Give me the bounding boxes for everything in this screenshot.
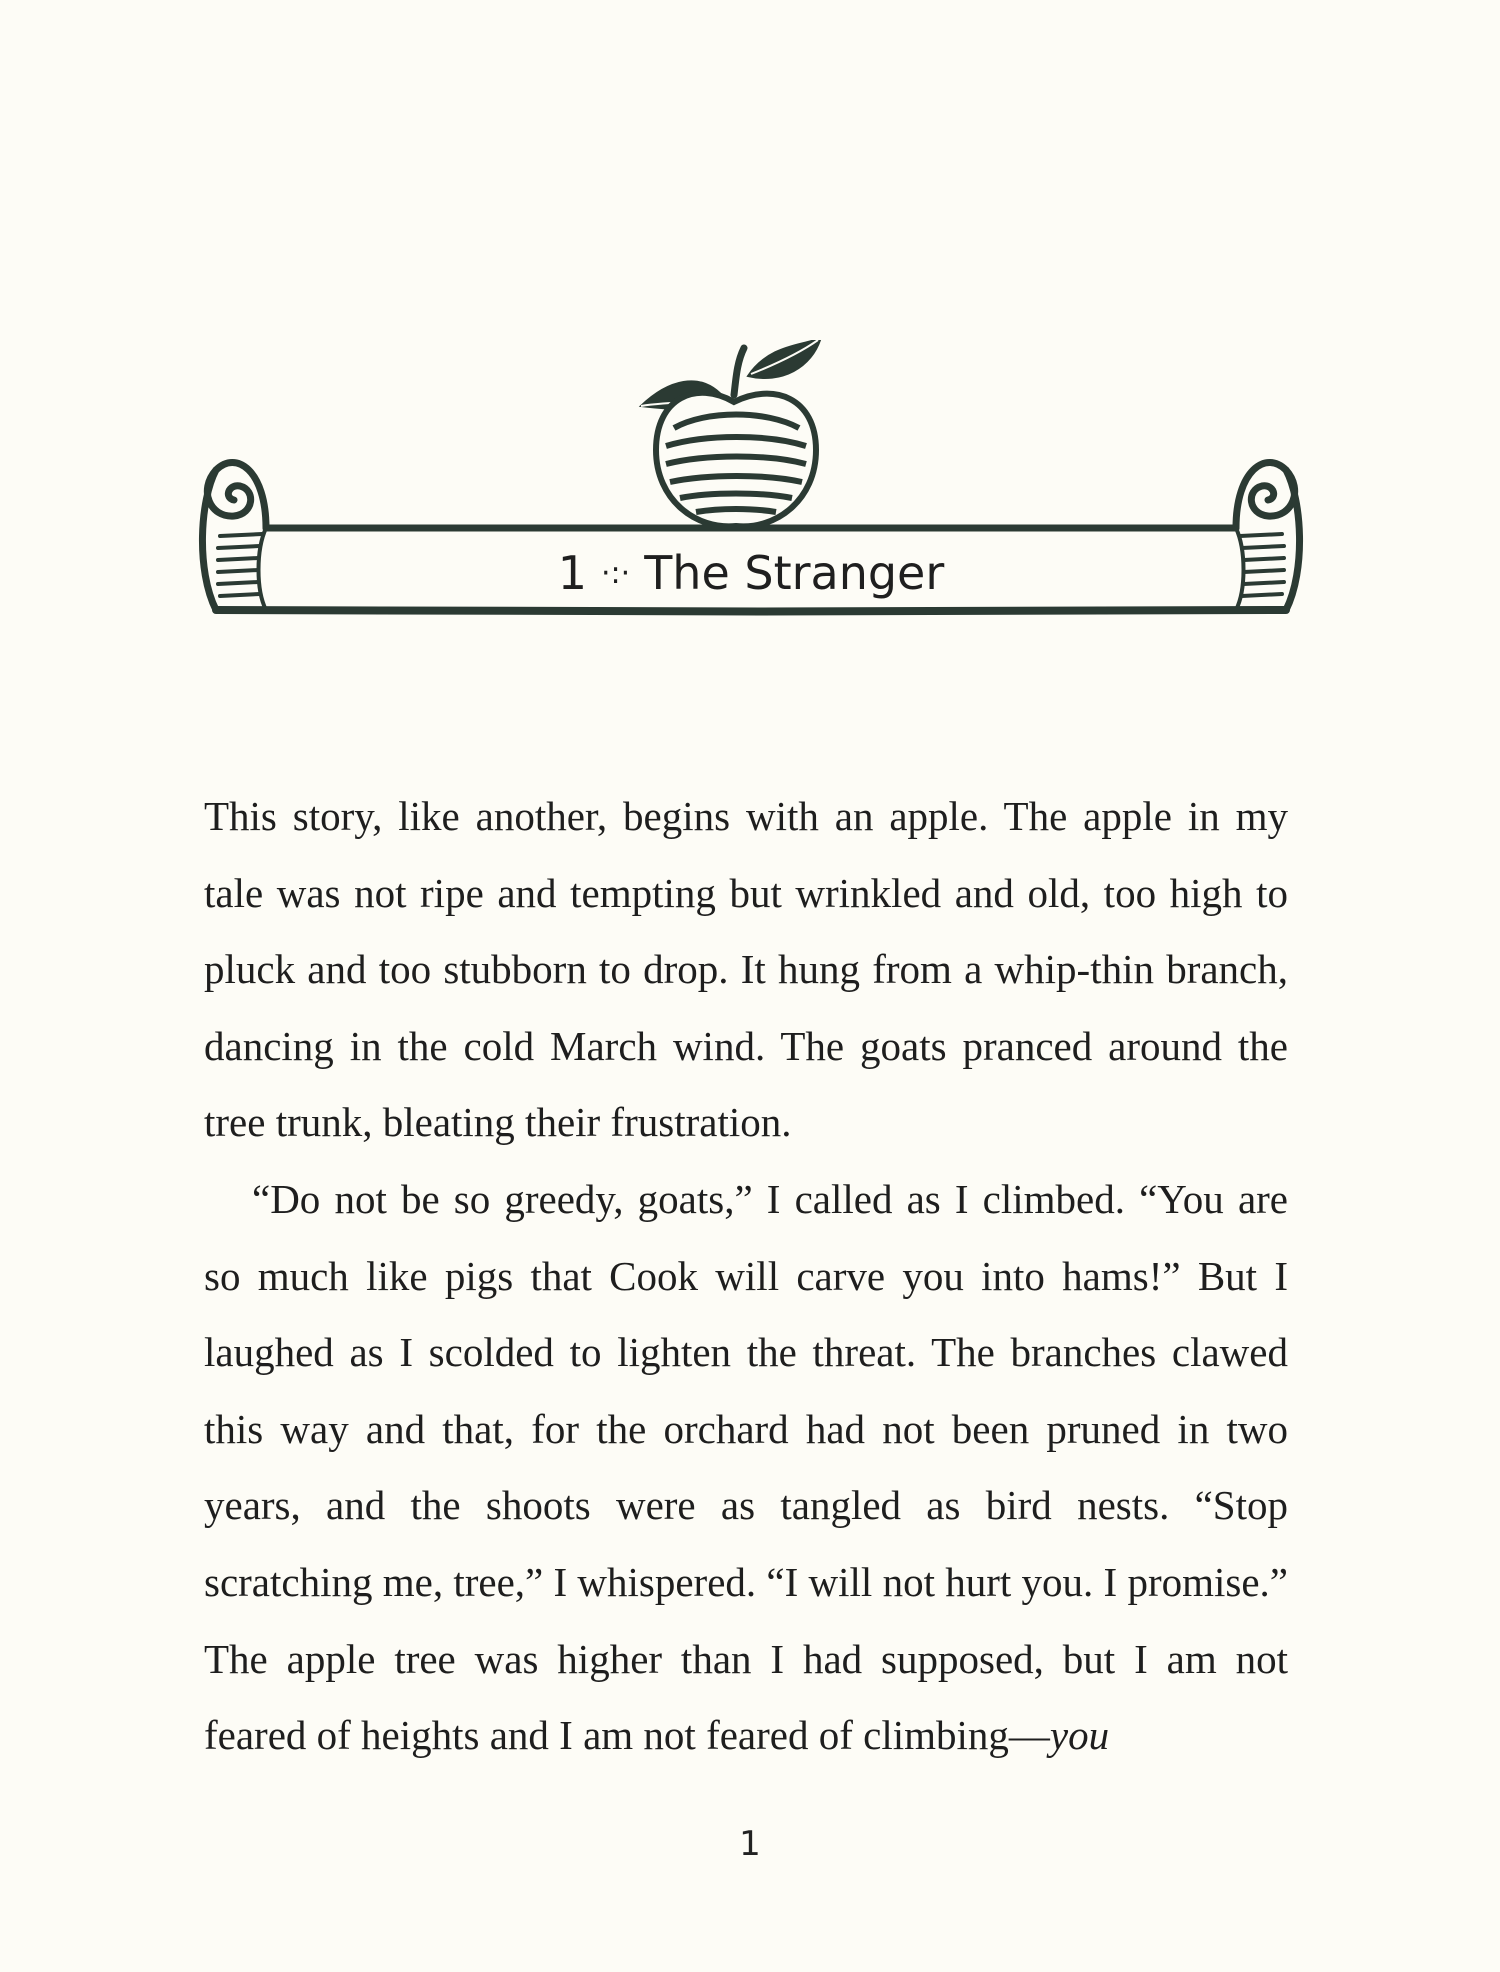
paragraph: This story, like another, begins with an apple. The apple in my tale was not ripe and tempting but wrinkled and old, too high to pluck and too stubborn to drop. It hung from a whip-thin branch, dancing in the cold March wind. The goats pranced around the tree trunk, bleating their frustration. (204, 793, 1288, 1146)
chapter-title: The Stranger (644, 546, 945, 600)
apple-icon (641, 340, 821, 526)
chapter-separator: ·:· (601, 556, 631, 591)
chapter-body (204, 778, 1288, 1774)
chapter-heading (196, 543, 1306, 610)
italic-word: you (1049, 1712, 1110, 1759)
chapter-banner (196, 340, 1306, 640)
paragraph (204, 1161, 1288, 1774)
paragraph-text: “Do not be so greedy, goats,” I called as I climbed. “You are so much like pigs that Cook will carve you into hams!” But I laughed as I scolded to lighten the threat. The branches clawed this way and that, for the orchard had not been pruned in two years, and the shoots were as tangled as bird nests. “Stop scratching me, tree,” I whispered. “I will not hurt you. I promise.” The apple tree was higher than I had supposed, but I am not feared of heights and I am not feared of climbing— (204, 1175, 1288, 1759)
chapter-number: 1 (557, 546, 587, 600)
page-number: 1 (739, 1824, 761, 1864)
